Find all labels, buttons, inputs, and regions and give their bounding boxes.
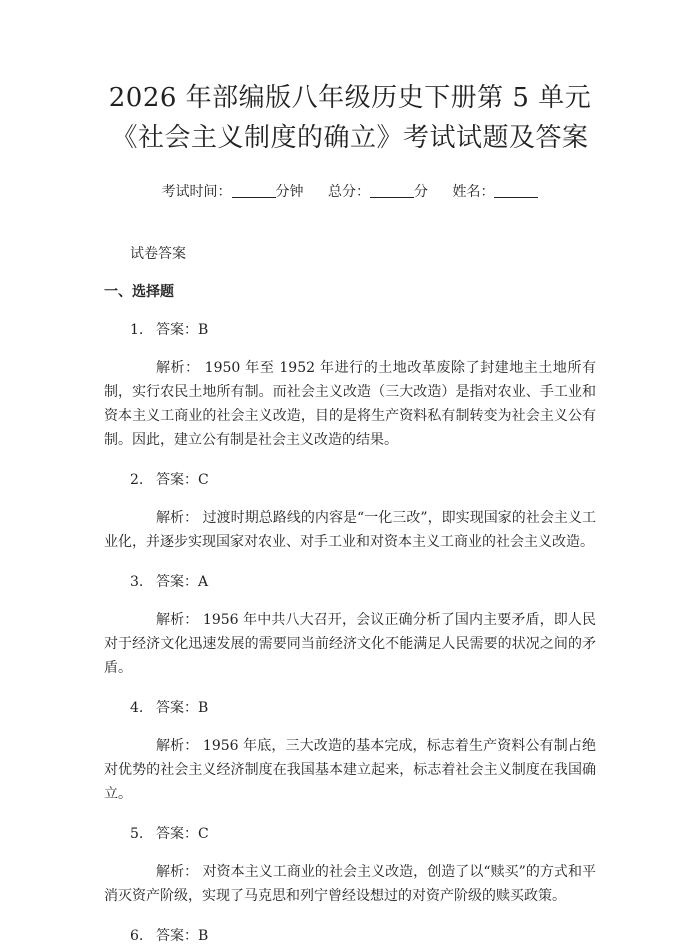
answer-section-label: 试卷答案 <box>130 246 186 262</box>
total-score-blank <box>370 183 414 198</box>
question-6 <box>104 926 596 946</box>
answer-text: 答案：C <box>156 826 209 842</box>
question-number: 2. <box>130 472 144 488</box>
answer-text: 答案：A <box>156 574 209 590</box>
total-score-unit: 分 <box>414 184 428 200</box>
answer-line <box>104 926 596 946</box>
question-number: 5. <box>130 826 144 842</box>
question-number: 3. <box>130 574 144 590</box>
question-number: 4. <box>130 700 144 716</box>
question-1 <box>104 320 596 452</box>
explanation-text: 解析： 对资本主义工商业的社会主义改造，创造了以“赎买”的方式和平消灭资产阶级，实现了马克思和列宁曾经设想过的对资产阶级的赎买政策。 <box>104 864 596 904</box>
student-name-field <box>452 182 538 202</box>
student-name-blank <box>494 183 538 198</box>
explanation-text: 解析： 1956 年底，三大改造的基本完成，标志着生产资料公有制占绝对优势的社会主义经济制度在我国基本建立起来，标志着社会主义制度在我国确立。 <box>104 738 596 802</box>
answer-text: 答案：B <box>156 700 209 716</box>
answer-line <box>104 572 596 592</box>
answer-text: 答案：C <box>156 472 209 488</box>
question-4 <box>104 698 596 806</box>
total-score-field <box>328 182 428 202</box>
exam-time-label: 考试时间： <box>161 184 232 200</box>
total-score-label: 总分： <box>328 184 370 200</box>
explanation-text: 解析： 1950 年至 1952 年进行的土地改革废除了封建地主土地所有制，实行农民土地所有制。而社会主义改造（三大改造）是指对农业、手工业和资本主义工商业的社会主义改造，目的是将生产资料私有制转变为社会主义公有制。因此，建立公有制是社会主义改造的结果。 <box>104 360 596 448</box>
explanation-text: 解析： 1956 年中共八大召开，会议正确分析了国内主要矛盾，即人民对于经济文化迅速发展的需要同当前经济文化不能满足人民需要的状况之间的矛盾。 <box>104 612 596 676</box>
question-number: 1. <box>130 322 144 338</box>
question-number: 6. <box>130 928 144 944</box>
exam-time-field <box>162 182 304 202</box>
answer-text: 答案：B <box>156 322 209 338</box>
answer-line <box>104 824 596 844</box>
section-heading-choice: 一、选择题 <box>104 284 174 300</box>
exam-time-unit: 分钟 <box>275 184 304 200</box>
question-5 <box>104 824 596 908</box>
exam-time-blank <box>232 183 276 198</box>
question-2 <box>104 470 596 554</box>
exam-info-line <box>104 182 596 202</box>
question-3 <box>104 572 596 680</box>
student-name-label: 姓名： <box>452 184 495 200</box>
answer-line <box>104 698 596 718</box>
explanation-text: 解析： 过渡时期总路线的内容是“一化三改”，即实现国家的社会主义工业化，并逐步实现国家对农业、对手工业和对资本主义工商业的社会主义改造。 <box>104 510 596 550</box>
document-title: 2026 年部编版八年级历史下册第 5 单元《社会主义制度的确立》考试试题及答案 <box>108 83 592 153</box>
answer-line <box>104 320 596 340</box>
answer-line <box>104 470 596 490</box>
answer-text: 答案：B <box>156 928 209 944</box>
